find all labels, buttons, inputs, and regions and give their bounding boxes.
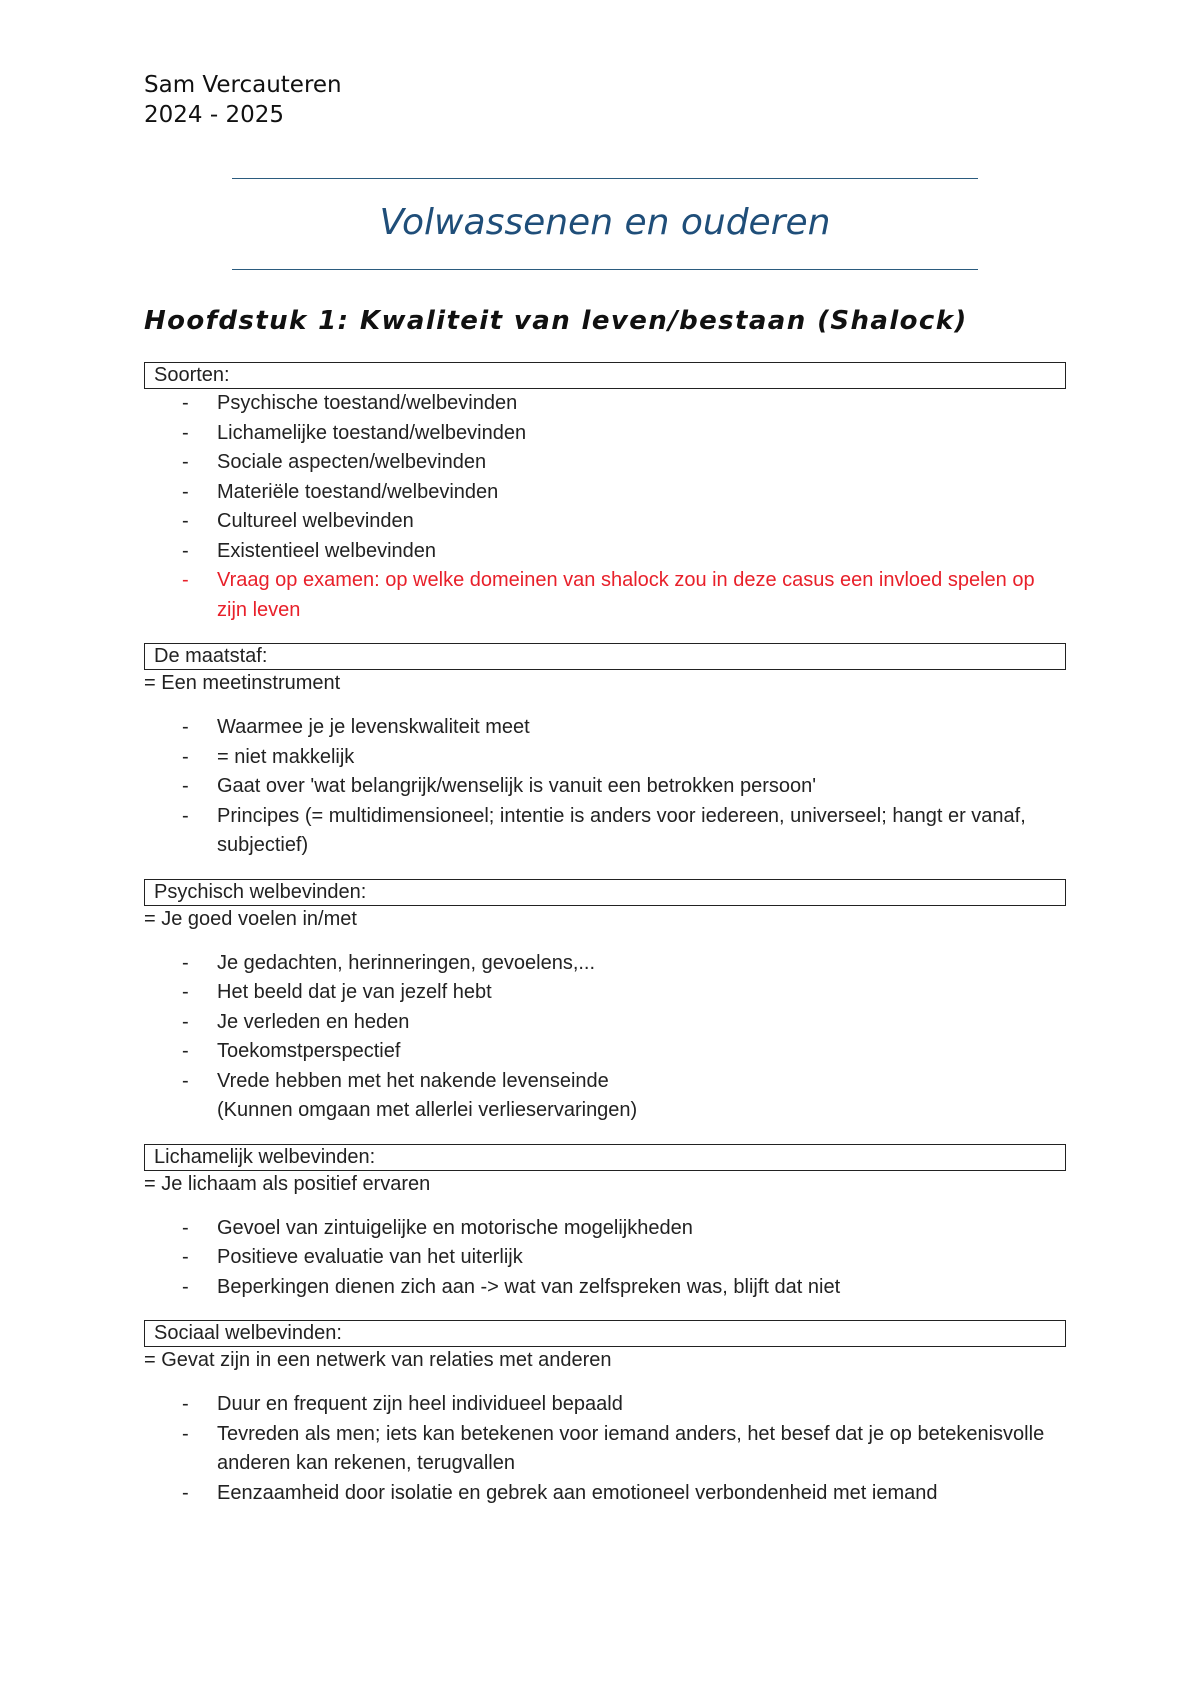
dash-bullet: - <box>182 1422 189 1445</box>
academic-year: 2024 - 2025 <box>144 102 284 128</box>
chapter-heading: Hoofdstuk 1: Kwaliteit van leven/bestaan (Shalock) <box>144 306 968 336</box>
bullet-list <box>144 389 1064 625</box>
list-item: - Cultureel welbevinden <box>144 507 1064 537</box>
section-lichamelijk <box>144 1144 1064 1303</box>
list-item: - Existentieel welbevinden <box>144 537 1064 567</box>
list-item: - Beperkingen dienen zich aan -> wat van zelfspreken was, blijft dat niet <box>144 1273 1064 1303</box>
list-item: - Psychische toestand/welbevinden <box>144 389 1064 419</box>
list-item: - Waarmee je je levenskwaliteit meet <box>144 713 1064 743</box>
dash-bullet: - <box>182 480 189 503</box>
section-heading-box: Sociaal welbevinden: <box>144 1320 1066 1347</box>
list-item: - Lichamelijke toestand/welbevinden <box>144 419 1064 449</box>
dash-bullet: - <box>182 981 189 1003</box>
dash-bullet: - <box>182 745 189 768</box>
list-item: - Duur en frequent zijn heel individueel bepaald <box>144 1390 1064 1420</box>
list-item: - Vrede hebben met het nakende levenseinde <box>144 1067 1064 1097</box>
document-title: Volwassenen en ouderen <box>379 202 831 243</box>
list-item: - = niet makkelijk <box>144 743 1064 773</box>
dash-bullet: - <box>182 539 189 562</box>
dash-bullet: - <box>182 1216 189 1239</box>
bullet-list <box>144 713 1064 861</box>
section-sociaal <box>144 1320 1064 1508</box>
section-heading-box: Soorten: <box>144 362 1066 389</box>
list-item: - Positieve evaluatie van het uiterlijk <box>144 1243 1064 1273</box>
dash-bullet: - <box>182 951 189 974</box>
dash-bullet: - <box>182 569 189 591</box>
bullet-list <box>144 949 1064 1097</box>
section-heading-box: De maatstaf: <box>144 643 1066 670</box>
title-block <box>232 178 978 270</box>
section-heading-box: Psychisch welbevinden: <box>144 879 1066 906</box>
title-rule-top <box>232 178 978 179</box>
dash-bullet: - <box>182 1246 189 1268</box>
list-item: - Gevoel van zintuigelijke en motorische mogelijkheden <box>144 1214 1064 1244</box>
list-item: - Toekomstperspectief <box>144 1037 1064 1067</box>
title-rule-bottom <box>232 269 978 270</box>
list-item: - Principes (= multidimensioneel; intentie is anders voor iedereen, universeel; hangt er vanaf, subjectief) <box>144 802 1064 861</box>
list-item: - Je gedachten, herinneringen, gevoelens,... <box>144 949 1064 979</box>
dash-bullet: - <box>182 1040 189 1062</box>
list-item: - Je verleden en heden <box>144 1008 1064 1038</box>
dash-bullet: - <box>182 1275 189 1298</box>
dash-bullet: - <box>182 421 189 444</box>
list-item: - Materiële toestand/welbevinden <box>144 478 1064 508</box>
section-psychisch <box>144 879 1064 1126</box>
exam-note: - Vraag op examen: op welke domeinen van shalock zou in deze casus een invloed spelen op zijn leven <box>144 566 1064 625</box>
section-definition: = Je goed voelen in/met <box>144 907 357 930</box>
dash-bullet: - <box>182 804 189 827</box>
section-heading-box: Lichamelijk welbevinden: <box>144 1144 1066 1171</box>
author-name: Sam Vercauteren <box>144 72 342 98</box>
section-soorten <box>144 362 1064 625</box>
document-header <box>144 70 342 130</box>
list-item: - Eenzaamheid door isolatie en gebrek aan emotioneel verbondenheid met iemand <box>144 1479 1064 1509</box>
dash-bullet: - <box>182 1069 189 1092</box>
dash-bullet: - <box>182 716 189 738</box>
dash-bullet: - <box>182 1481 189 1504</box>
section-definition: = Een meetinstrument <box>144 672 341 694</box>
dash-bullet: - <box>182 1393 189 1415</box>
dash-bullet: - <box>182 392 189 414</box>
list-item: - Gaat over 'wat belangrijk/wenselijk is vanuit een betrokken persoon' <box>144 772 1064 802</box>
list-item: - Tevreden als men; iets kan betekenen voor iemand anders, het besef dat je op betekenisvolle anderen kan rekenen, terugvallen <box>144 1420 1064 1479</box>
document-content <box>144 362 1064 1526</box>
list-item: - Sociale aspecten/welbevinden <box>144 448 1064 478</box>
dash-bullet: - <box>182 510 189 532</box>
section-definition: = Je lichaam als positief ervaren <box>144 1172 431 1195</box>
section-definition: = Gevat zijn in een netwerk van relaties met anderen <box>144 1349 612 1371</box>
section-maatstaf <box>144 643 1064 861</box>
dash-bullet: - <box>182 451 189 473</box>
dash-bullet: - <box>182 775 189 797</box>
list-continuation: (Kunnen omgaan met allerlei verlieservaringen) <box>217 1099 638 1121</box>
bullet-list <box>144 1214 1064 1303</box>
dash-bullet: - <box>182 1010 189 1033</box>
list-item: - Het beeld dat je van jezelf hebt <box>144 978 1064 1008</box>
bullet-list <box>144 1390 1064 1508</box>
